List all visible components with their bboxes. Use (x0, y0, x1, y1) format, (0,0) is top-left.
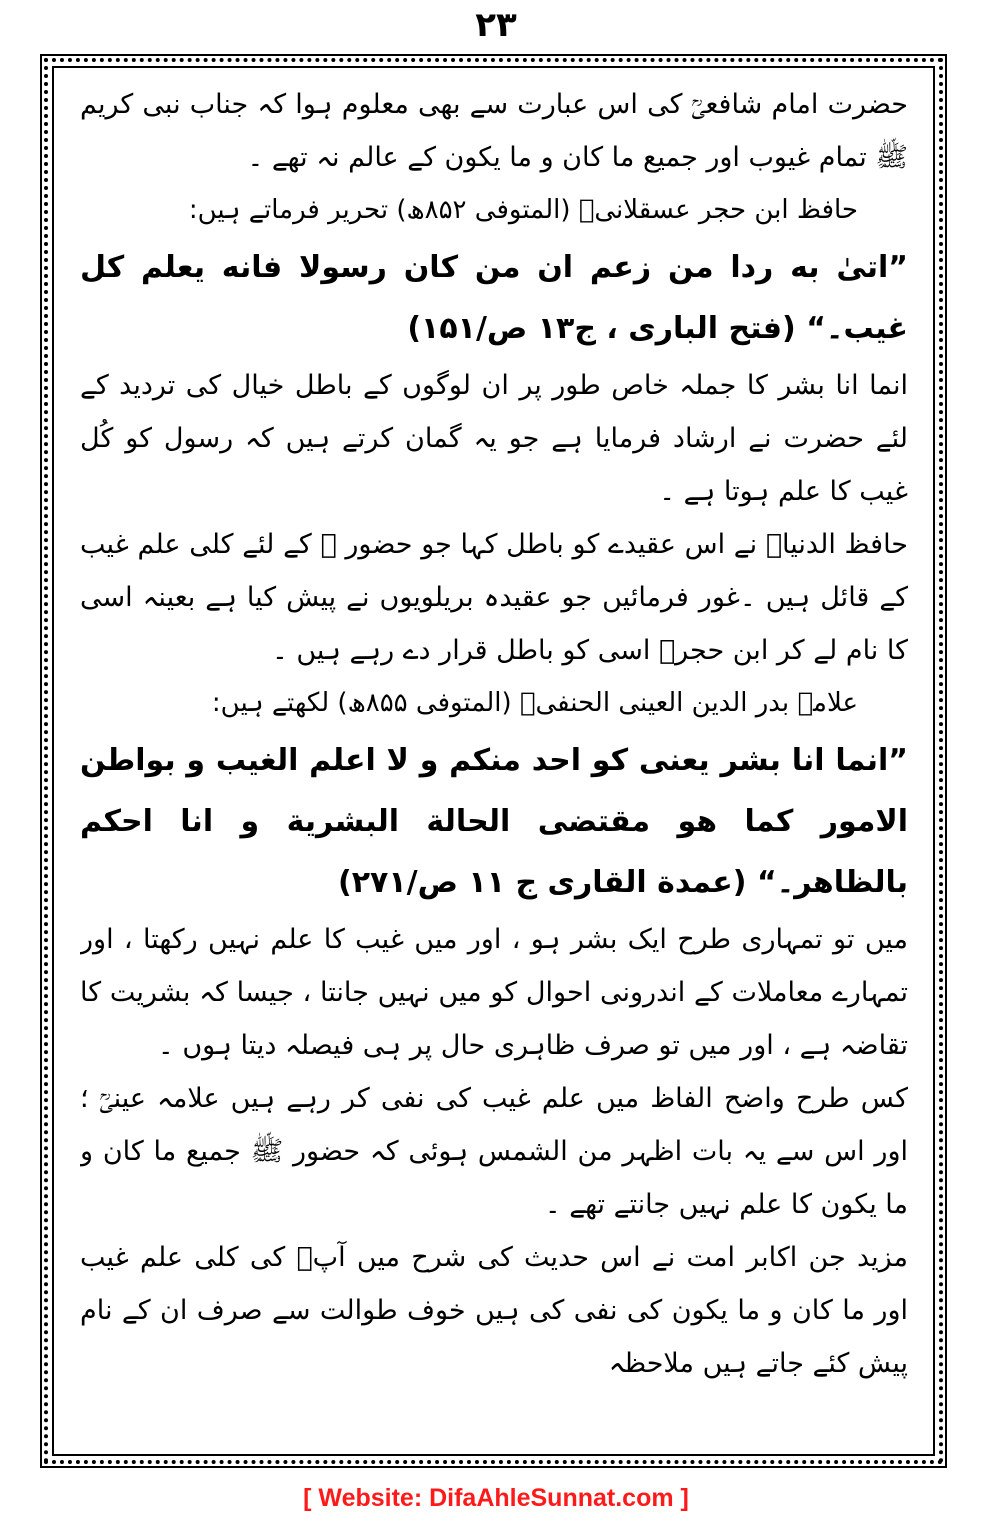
paragraph-translation: میں تو تمہاری طرح ایک بشر ہو ، اور میں غیب کا علم نہیں رکھتا ، اور تمہارے معاملات کے اندرونی احوال کو میں نہیں جانتا ، جیسا کہ بشریت کا تقاضہ ہے ، اور میں تو صرف ظاہری حال پر ہی فیصلہ دیتا ہوں ۔ (80, 924, 908, 1061)
paragraph-hafiz-ad-dunya: حافظ الدنیاؒ نے اس عقیدے کو باطل کہا جو حضور ﷺ کے لئے کلی علم غیب کے قائل ہیں ۔غور فرمائیں جو عقیدہ بریلویوں نے پیش کیا ہے بعینہ اسی کا نام لے کر ابن حجرؒ اسی کو باطل قرار دے رہے ہیں ۔ (80, 529, 908, 666)
paragraph-innama-ana-bashar: انما انا بشر کا جملہ خاص طور پر ان لوگوں کے باطل خیال کی تردید کے لئے حضرت نے ارشاد فرمایا ہے جو یہ گمان کرتے ہیں کہ رسول کو کُل غیب کا علم ہوتا ہے ۔ (80, 370, 908, 507)
paragraph-shafii-conclusion: حضرت امام شافعیؒ کی اس عبارت سے بھی معلوم ہوا کہ جناب نبی کریم ﷺ تمام غیوب اور جمیع ما کان و ما یکون کے عالم نہ تھے ۔ (80, 89, 908, 173)
heading-ibn-hajar: حافظ ابن حجر عسقلانیؒ (المتوفی ۸۵۲ھ) تحریر فرماتے ہیں: (188, 195, 858, 225)
quote-umdat-al-qari: ”انما انا بشر یعنی کو احد منکم و لا اعلم الغیب و بواطن الامور کما هو مقتضی الحالة البشریة و انا احکم بالظاهر۔“ (عمدة القاری ج ۱۱ ص/۲۷۱) (80, 743, 908, 900)
page-content (80, 78, 908, 1450)
paragraph-aini-conclusion: کس طرح واضح الفاظ میں علم غیب کی نفی کر رہے ہیں علامہ عینیؒ ؛ اور اس سے یہ بات اظہر من الشمس ہوئی کہ حضور ﷺ جمیع ما کان و ما یکون کا علم نہیں جانتے تھے ۔ (80, 1083, 908, 1220)
quote-fath-al-bari: ”اتیٰ به ردا من زعم ان من کان رسولا فانه یعلم کل غیب۔“ (فتح الباری ، ج۱۳ ص/۱۵۱) (80, 250, 908, 346)
page-number: ۲۳ (475, 5, 517, 45)
paragraph-further-scholars: مزید جن اکابر امت نے اس حدیث کی شرح میں آپؐ کی کلی علم غیب اور ما کان و ما یکون کی نفی کی ہیں خوف طوالت سے صرف ان کے نام پیش کئے جاتے ہیں ملاحظہ (80, 1242, 908, 1379)
website-footer: [ Website: DifaAhleSunnat.com ] (303, 1484, 689, 1512)
heading-allama-aini: علامہ بدر الدین العینی الحنفیؒ (المتوفی ۸۵۵ھ) لکھتے ہیں: (211, 688, 858, 718)
